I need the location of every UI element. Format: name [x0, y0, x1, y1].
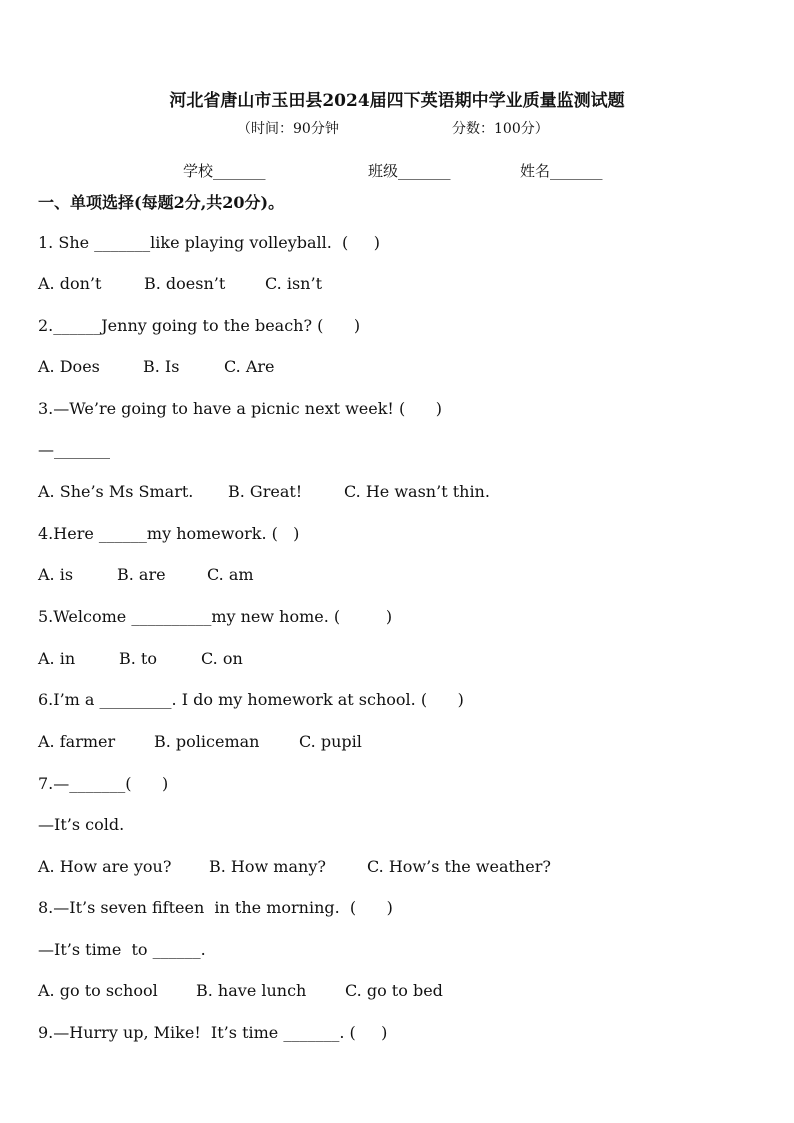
question-3-stem: 3.—We’re going to have a picnic next week! ( ) — [38, 399, 442, 418]
class-field[interactable]: 班级_______ — [368, 162, 451, 180]
question-3-option-b[interactable]: B. Great! — [228, 482, 303, 501]
exam-score: 分数：100分） — [452, 121, 549, 137]
question-2-option-a[interactable]: A. Does — [38, 357, 100, 376]
question-1-option-c[interactable]: C. isn’t — [265, 274, 322, 293]
question-2-stem: 2.______Jenny going to the beach? ( ) — [38, 316, 361, 335]
question-4-stem: 4.Here ______my homework. ( ) — [38, 524, 300, 543]
question-6-option-b[interactable]: B. policeman — [154, 732, 260, 751]
exam-time: （时间：90分钟 — [237, 121, 339, 137]
question-8-option-a[interactable]: A. go to school — [38, 981, 158, 1000]
question-8-option-c[interactable]: C. go to bed — [345, 981, 443, 1000]
question-7-option-b[interactable]: B. How many? — [209, 857, 326, 876]
question-7-option-c[interactable]: C. How’s the weather? — [367, 857, 551, 876]
question-1-option-a[interactable]: A. don’t — [38, 274, 102, 293]
question-3-reply: —_______ — [38, 440, 110, 459]
question-3-option-a[interactable]: A. She’s Ms Smart. — [38, 482, 194, 501]
question-5-option-b[interactable]: B. to — [119, 649, 157, 668]
question-1-stem: 1. She _______like playing volleyball. ( ) — [38, 233, 380, 252]
question-6-option-c[interactable]: C. pupil — [299, 732, 362, 751]
question-3-option-c[interactable]: C. He wasn’t thin. — [344, 482, 490, 501]
page-title: 河北省唐山市玉田县2024届四下英语期中学业质量监测试题 — [169, 91, 625, 111]
question-7-stem: 7.—_______( ) — [38, 774, 169, 793]
question-9-stem: 9.—Hurry up, Mike! It’s time _______. ( ) — [38, 1023, 388, 1042]
question-4-option-c[interactable]: C. am — [207, 565, 254, 584]
question-6-option-a[interactable]: A. farmer — [38, 732, 116, 751]
question-4-option-a[interactable]: A. is — [38, 565, 74, 584]
school-field[interactable]: 学校_______ — [183, 162, 266, 180]
question-2-option-c[interactable]: C. Are — [224, 357, 275, 376]
question-4-option-b[interactable]: B. are — [117, 565, 166, 584]
question-8-reply: —It’s time to ______. — [38, 940, 206, 959]
question-5-option-a[interactable]: A. in — [38, 649, 76, 668]
question-6-stem: 6.I’m a _________. I do my homework at school. ( ) — [38, 690, 464, 709]
question-7-option-a[interactable]: A. How are you? — [38, 857, 172, 876]
question-2-option-b[interactable]: B. Is — [143, 357, 180, 376]
question-8-stem: 8.—It’s seven fifteen in the morning. ( ) — [38, 898, 393, 917]
name-field[interactable]: 姓名_______ — [520, 162, 603, 180]
question-7-reply: —It’s cold. — [38, 815, 125, 834]
section-heading: 一、单项选择(每题2分,共20分)。 — [38, 193, 285, 212]
question-5-option-c[interactable]: C. on — [201, 649, 243, 668]
question-5-stem: 5.Welcome __________my new home. ( ) — [38, 607, 393, 626]
question-1-option-b[interactable]: B. doesn’t — [144, 274, 226, 293]
question-8-option-b[interactable]: B. have lunch — [196, 981, 307, 1000]
